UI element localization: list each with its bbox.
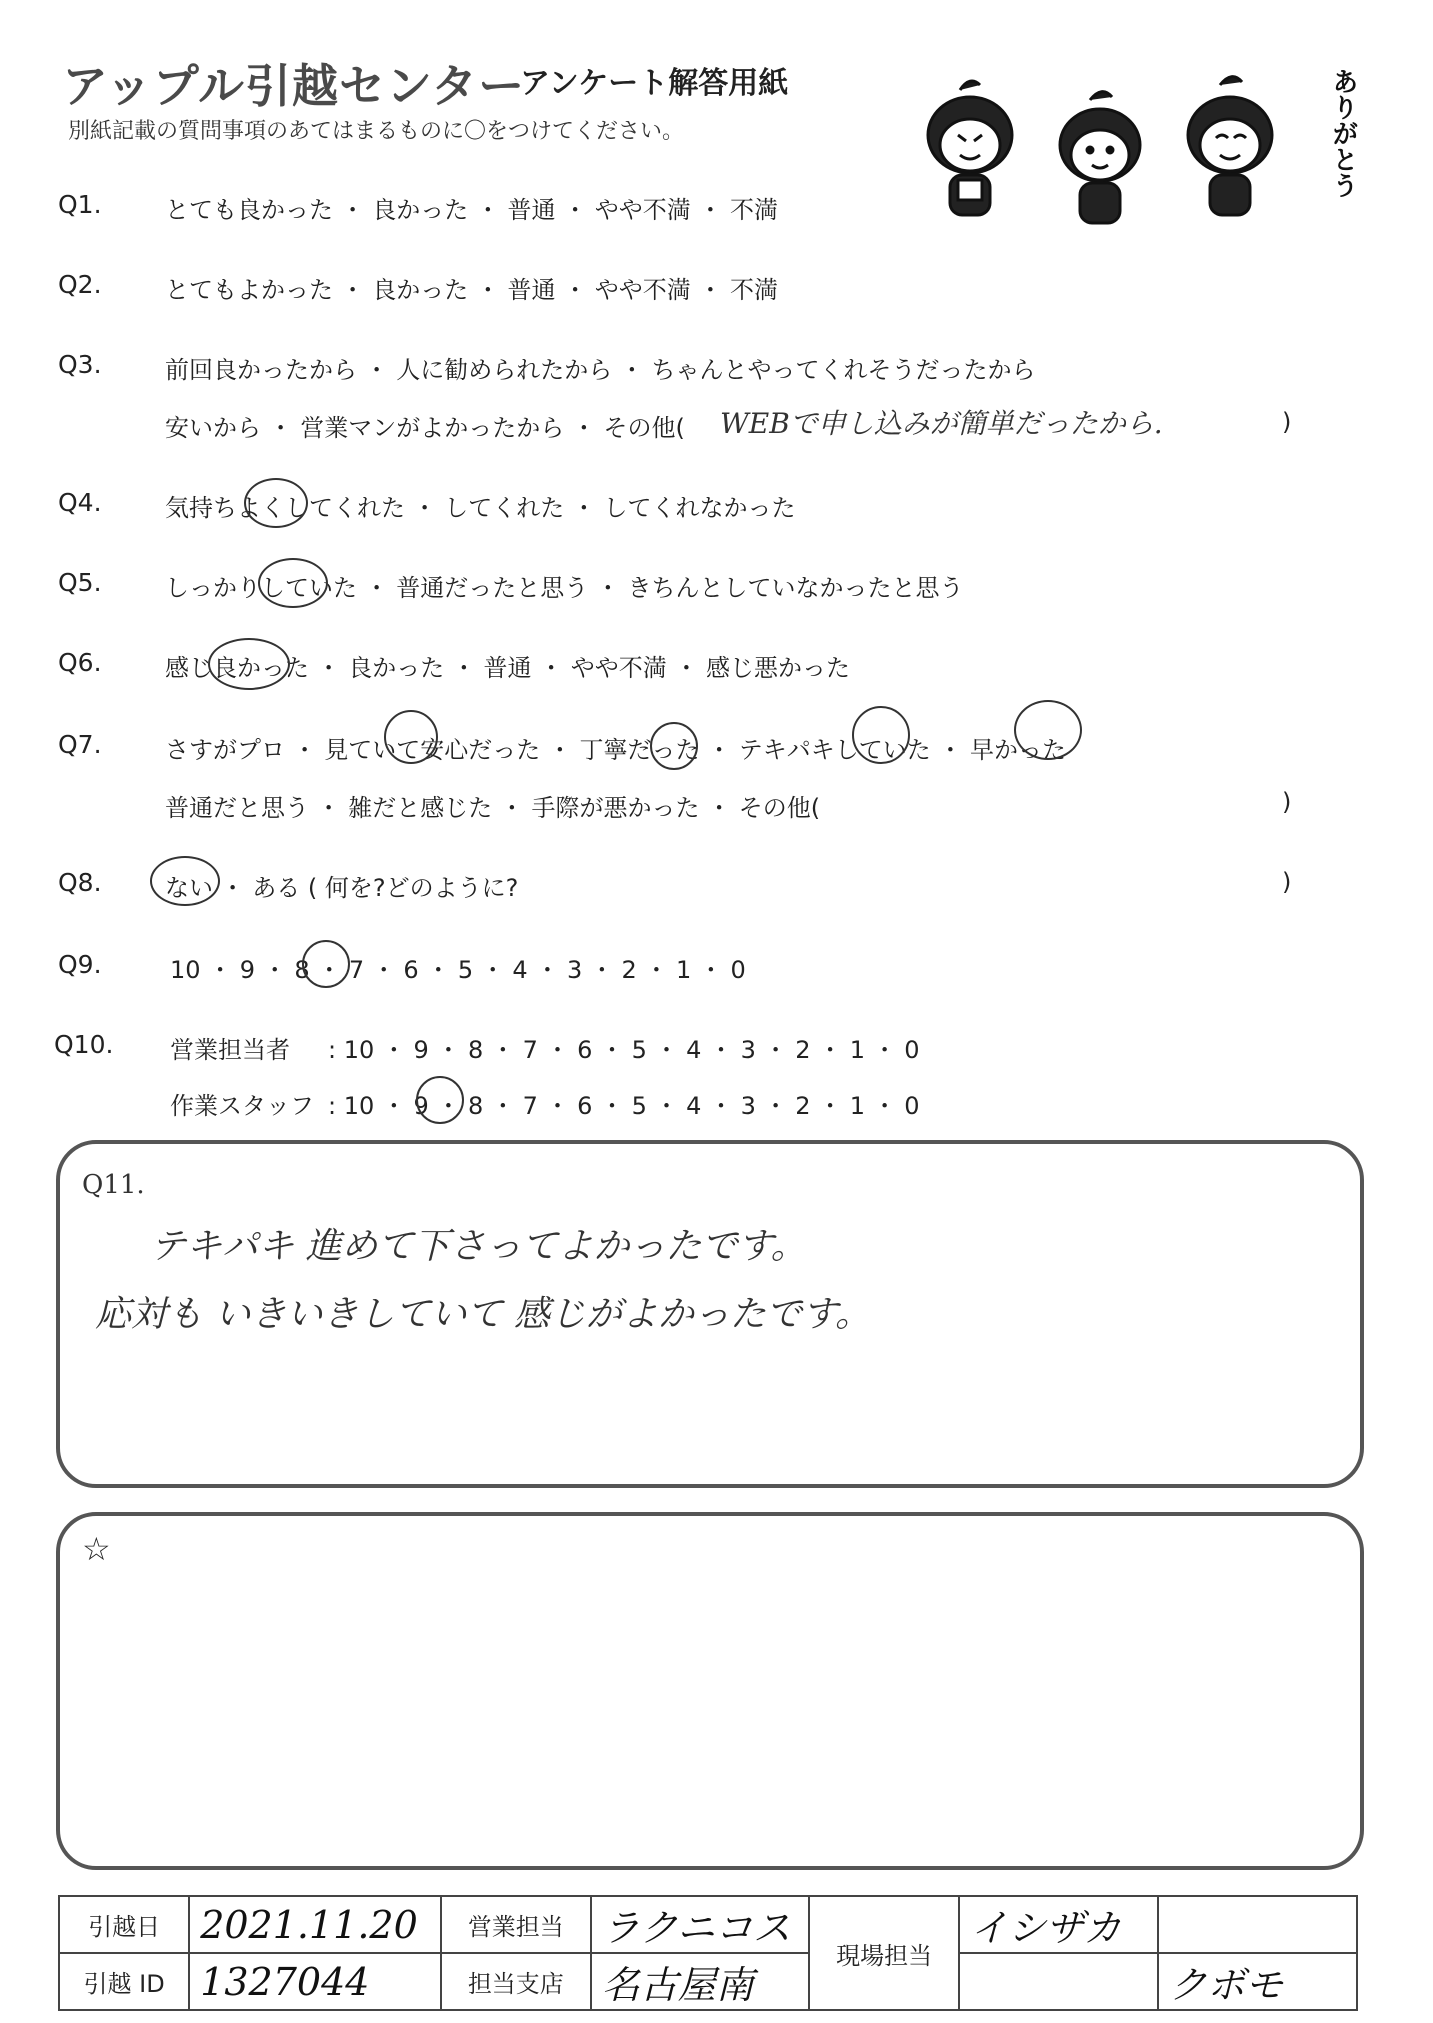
site-staff-label: 現場担当 bbox=[809, 1896, 959, 2010]
q5-answer-circle bbox=[258, 558, 328, 608]
q4-answer-circle bbox=[244, 478, 308, 528]
q3-options-line2[interactable]: 安いから ・ 営業マンがよかったから ・ その他( bbox=[165, 414, 685, 442]
q11-label: Q11. bbox=[82, 1170, 145, 1200]
q1-options[interactable]: とても良かった ・ 良かった ・ 普通 ・ やや不満 ・ 不満 bbox=[165, 196, 779, 224]
sales-rep-value: ラクニコス bbox=[591, 1896, 810, 1953]
mascot-illustration bbox=[880, 60, 1350, 230]
q3-other-answer: WEBで申し込みが簡単だったから. bbox=[720, 407, 1163, 440]
q1-label: Q1. bbox=[58, 190, 102, 219]
q8-options[interactable]: ない ・ ある ( 何を?どのように? bbox=[165, 874, 519, 902]
q6-answer-circle bbox=[208, 638, 290, 690]
q9-scale[interactable]: 10 ・ 9 ・ 8 ・ 7 ・ 6 ・ 5 ・ 4 ・ 3 ・ 2 ・ 1 ・ 0 bbox=[170, 956, 746, 984]
q7-close-paren: ) bbox=[1282, 788, 1292, 816]
q7-options-line2[interactable]: 普通だと思う ・ 雑だと感じた ・ 手際が悪かった ・ その他( bbox=[165, 794, 821, 822]
q9-answer-circle bbox=[302, 940, 350, 988]
q7-options-line1[interactable]: さすがプロ ・ 見ていて安心だった ・ 丁寧だった ・ テキパキしていた ・ 早かった bbox=[165, 736, 1067, 764]
sales-rep-label: 営業担当 bbox=[441, 1896, 591, 1953]
q4-label: Q4. bbox=[58, 488, 102, 517]
move-id-value: 1327044 bbox=[189, 1953, 441, 2010]
q7-answer-circle-3 bbox=[852, 706, 910, 764]
q8-close-paren: ) bbox=[1282, 868, 1292, 896]
page-title: アップル引越センター bbox=[62, 59, 526, 113]
q3-close-paren: ) bbox=[1282, 408, 1292, 436]
q8-answer-circle bbox=[150, 856, 220, 906]
q10-sales-label: 営業担当者 bbox=[170, 1036, 290, 1064]
q9-label: Q9. bbox=[58, 950, 102, 979]
q11-comment-line2: 応対も いきいきしていて 感じがよかったです。 bbox=[95, 1294, 872, 1335]
q7-answer-circle-4 bbox=[1014, 700, 1082, 760]
move-date-label: 引越日 bbox=[59, 1896, 189, 1953]
move-id-label: 引越 ID bbox=[59, 1953, 189, 2010]
mascot-thanks-text: ありがとう bbox=[1328, 68, 1358, 198]
q6-options[interactable]: 感じ良かった ・ 良かった ・ 普通 ・ やや不満 ・ 感じ悪かった bbox=[165, 654, 851, 682]
instructions: 別紙記載の質問事項のあてはまるものに〇をつけてください。 bbox=[68, 119, 685, 144]
move-date-value: 2021.11.20 bbox=[189, 1896, 441, 1953]
q2-options[interactable]: とてもよかった ・ 良かった ・ 普通 ・ やや不満 ・ 不満 bbox=[165, 276, 779, 304]
star-label: ☆ bbox=[82, 1530, 111, 1568]
q3-label: Q3. bbox=[58, 350, 102, 379]
q7-answer-circle-1 bbox=[384, 710, 438, 764]
q7-answer-circle-2 bbox=[650, 722, 698, 770]
q7-label: Q7. bbox=[58, 730, 102, 759]
q11-comment-line1: テキパキ 進めて下さってよかったです。 bbox=[150, 1226, 807, 1267]
footer-table bbox=[58, 1895, 1358, 2011]
branch-value: 名古屋南 bbox=[591, 1953, 810, 2010]
q10-staff-scale[interactable]: : 10 ・ 9 ・ 8 ・ 7 ・ 6 ・ 5 ・ 4 ・ 3 ・ 2 ・ 1 ・ 0 bbox=[328, 1092, 920, 1120]
star-comment-box bbox=[56, 1512, 1364, 1870]
q5-options[interactable]: しっかりしていた ・ 普通だったと思う ・ きちんとしていなかったと思う bbox=[165, 574, 964, 602]
q10-label: Q10. bbox=[54, 1030, 114, 1059]
q5-label: Q5. bbox=[58, 568, 102, 597]
q8-label: Q8. bbox=[58, 868, 102, 897]
q2-label: Q2. bbox=[58, 270, 102, 299]
branch-label: 担当支店 bbox=[441, 1953, 591, 2010]
site-staff-1: イシザカ bbox=[959, 1896, 1158, 1953]
q10-sales-scale[interactable]: : 10 ・ 9 ・ 8 ・ 7 ・ 6 ・ 5 ・ 4 ・ 3 ・ 2 ・ 1 ・ 0 bbox=[328, 1036, 920, 1064]
form-subtitle: アンケート解答用紙 bbox=[520, 66, 789, 101]
q6-label: Q6. bbox=[58, 648, 102, 677]
q10-staff-answer-circle bbox=[416, 1076, 464, 1124]
q10-staff-label: 作業スタッフ bbox=[170, 1092, 314, 1120]
q3-options-line1[interactable]: 前回良かったから ・ 人に勧められたから ・ ちゃんとやってくれそうだったから bbox=[165, 356, 1036, 384]
site-staff-2: クボモ bbox=[1158, 1953, 1357, 2010]
q4-options[interactable]: 気持ちよくしてくれた ・ してくれた ・ してくれなかった bbox=[165, 494, 796, 522]
